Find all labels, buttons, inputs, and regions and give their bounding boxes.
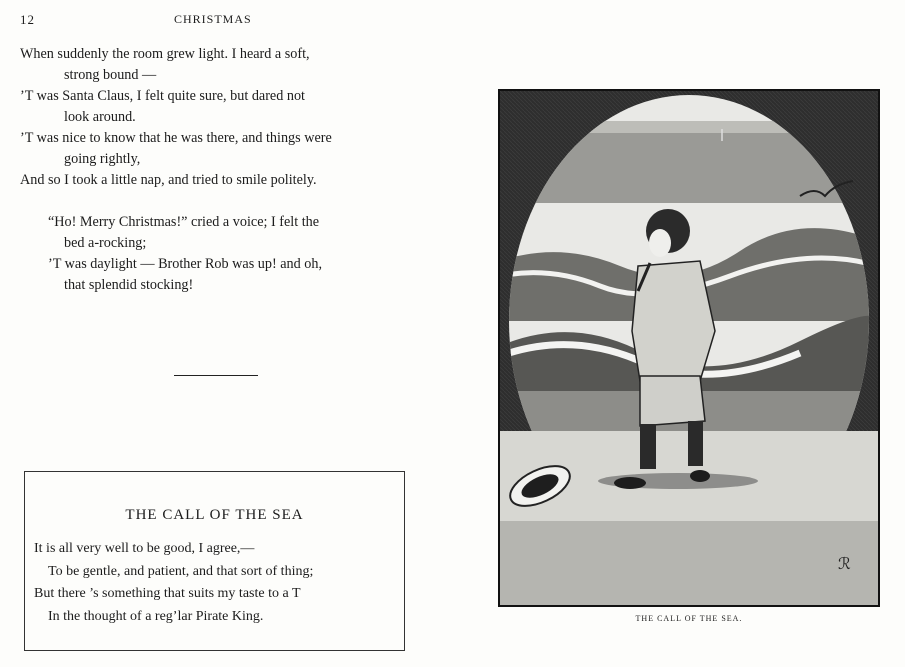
- illustration-caption: THE CALL OF THE SEA.: [635, 614, 743, 623]
- poem-line: ’T was daylight — Brother Rob was up! and oh,: [48, 256, 322, 272]
- poem-line: And so I took a little nap, and tried to smile politely.: [20, 172, 317, 188]
- box-verse: [34, 538, 313, 628]
- poem-line: look around.: [64, 109, 136, 125]
- verse-line: It is all very well to be good, I agree,—: [34, 541, 255, 556]
- running-head: CHRISTMAS: [174, 12, 252, 26]
- poem-line: strong bound —: [64, 67, 157, 83]
- page-number: 12: [20, 12, 35, 27]
- poem-line: ’T was nice to know that he was there, and things were: [20, 130, 332, 146]
- verse-line: In the thought of a reg’lar Pirate King.: [48, 608, 264, 624]
- verse-line: But there ’s something that suits my taste to a T: [34, 586, 301, 601]
- box-title: THE CALL OF THE SEA: [125, 507, 304, 523]
- svg-text:ℛ: ℛ: [838, 554, 851, 573]
- poem-line: When suddenly the room grew light. I heard a soft,: [20, 46, 310, 62]
- boy-at-sea-illustration: [500, 91, 878, 605]
- section-divider: [174, 375, 258, 376]
- poem-line: bed a-rocking;: [64, 235, 147, 251]
- poem-line: that splendid stocking!: [64, 277, 194, 293]
- poem-stanza-2: [48, 212, 418, 296]
- verse-line: To be gentle, and patient, and that sort of thing;: [48, 563, 314, 579]
- poem-line: going rightly,: [64, 151, 141, 167]
- poem-line: “Ho! Merry Christmas!” cried a voice; I felt the: [48, 214, 320, 230]
- poem-stanza-1: [20, 44, 415, 191]
- poem-line: ’T was Santa Claus, I felt quite sure, but dared not: [20, 88, 305, 104]
- call-of-the-sea-box: [24, 471, 405, 651]
- illustration-plate: [498, 89, 880, 607]
